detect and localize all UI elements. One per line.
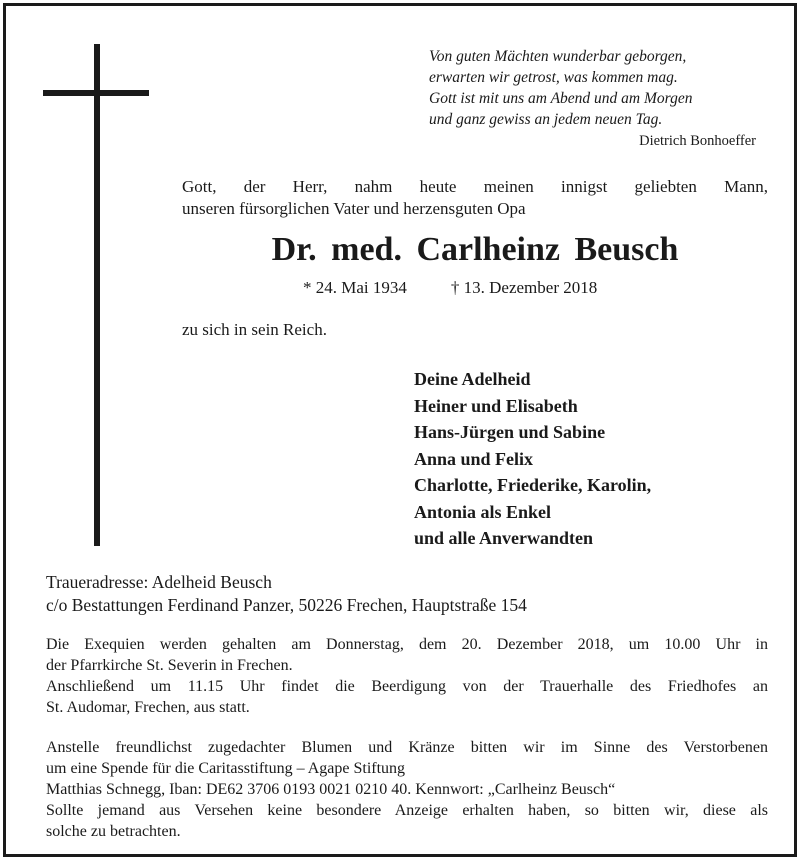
donation-notice: [46, 737, 768, 842]
birth-date: * 24. Mai 1934: [303, 278, 407, 297]
obituary-frame: [3, 3, 797, 857]
life-dates: [303, 278, 597, 298]
death-date: † 13. Dezember 2018: [450, 278, 598, 297]
poem-line: und ganz gewiss an jedem neuen Tag.: [429, 111, 663, 128]
family-member: Charlotte, Friederike, Karolin,: [414, 475, 652, 495]
mourning-address: [46, 571, 527, 617]
poem-line: erwarten wir getrost, was kommen mag.: [429, 69, 678, 86]
donation-line: solche zu betrachten.: [46, 823, 181, 840]
service-line: Die Exequien werden gehalten am Donnerstag, dem 20. Dezember 2018, um 10.00 Uhr in: [46, 636, 768, 653]
address-line: Traueradresse: Adelheid Beusch: [46, 572, 272, 592]
service-line: der Pfarrkirche St. Severin in Frechen.: [46, 657, 293, 674]
family-member: Antonia als Enkel: [414, 501, 552, 522]
donation-line: Anstelle freundlichst zugedachter Blumen und Kränze bitten wir im Sinne des Verstorbenen: [46, 739, 768, 756]
service-line: St. Audomar, Frechen, aus statt.: [46, 699, 250, 716]
family-member: Hans-Jürgen und Sabine: [414, 422, 606, 442]
family-member: Anna und Felix: [414, 448, 534, 469]
deceased-name: Dr. med. Carlheinz Beusch: [271, 231, 679, 268]
family-member: Heiner und Elisabeth: [414, 395, 578, 416]
closing-phrase: zu sich in sein Reich.: [182, 320, 327, 339]
poem-line: Gott ist mit uns am Abend und am Morgen: [429, 90, 693, 107]
intro-text: [182, 176, 768, 220]
donation-line: um eine Spende für die Caritasstiftung – Agape Stiftung: [46, 760, 406, 777]
cross-icon: [94, 44, 100, 546]
poem: [429, 46, 769, 130]
family-member: und alle Anverwandten: [414, 528, 594, 548]
intro-line: Gott, der Herr, nahm heute meinen innigst geliebten Mann,: [182, 177, 768, 196]
cross-icon-bar: [43, 90, 149, 96]
service-line: Anschließend um 11.15 Uhr findet die Beerdigung von der Trauerhalle des Friedhofes an: [46, 678, 768, 695]
donation-line: Sollte jemand aus Versehen keine besondere Anzeige erhalten haben, so bitten wir, diese als: [46, 802, 768, 819]
poem-author: Dietrich Bonhoeffer: [639, 133, 756, 149]
donation-line: Matthias Schnegg, Iban: DE62 3706 0193 0021 0210 40. Kennwort: „Carlheinz Beusch“: [46, 781, 616, 798]
family-member: Deine Adelheid: [414, 369, 531, 389]
address-line: c/o Bestattungen Ferdinand Panzer, 50226 Frechen, Hauptstraße 154: [46, 595, 527, 615]
intro-line: unseren fürsorglichen Vater und herzensguten Opa: [182, 199, 526, 218]
service-details: [46, 634, 768, 718]
poem-line: Von guten Mächten wunderbar geborgen,: [429, 48, 687, 65]
family-list: [414, 366, 651, 552]
